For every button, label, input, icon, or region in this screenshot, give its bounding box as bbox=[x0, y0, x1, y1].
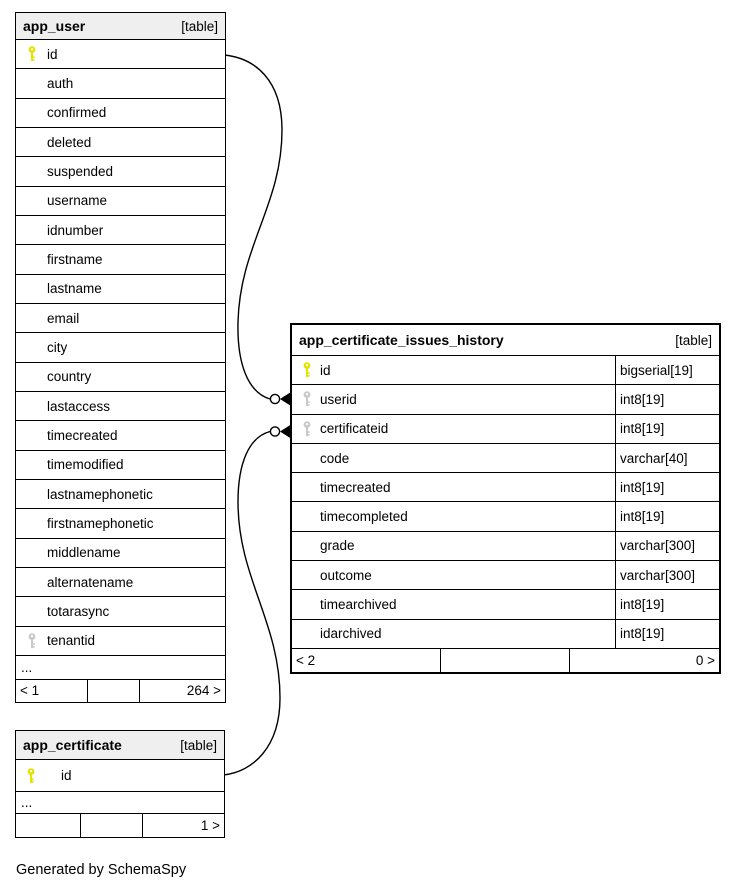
column-name: country bbox=[47, 369, 92, 385]
column-name: grade bbox=[320, 538, 355, 554]
table-footer bbox=[16, 680, 225, 702]
column-row-code bbox=[292, 444, 719, 473]
column-name: code bbox=[320, 450, 350, 466]
table-header-app_certificate_issues_history[interactable] bbox=[292, 325, 719, 356]
column-row-firstname bbox=[16, 245, 225, 274]
footer-children: 1 > bbox=[142, 814, 224, 837]
column-name: id bbox=[61, 768, 72, 783]
key-cell bbox=[292, 391, 320, 407]
schemaspy-credit: Generated by SchemaSpy bbox=[16, 862, 187, 878]
column-name: idarchived bbox=[320, 626, 382, 642]
column-name: deleted bbox=[47, 134, 92, 150]
column-row-idarchived bbox=[292, 620, 719, 649]
column-row-id bbox=[16, 760, 224, 792]
footer-middle bbox=[87, 680, 139, 702]
primary-key-icon bbox=[28, 46, 36, 62]
column-row-lastnamephonetic bbox=[16, 480, 225, 509]
column-name: email bbox=[47, 310, 80, 326]
foreign-key-icon bbox=[28, 633, 36, 649]
column-name: certificateid bbox=[320, 421, 389, 437]
column-name: id bbox=[320, 362, 331, 378]
foreign-key-icon bbox=[303, 391, 311, 407]
table-tag: [table] bbox=[180, 737, 217, 753]
column-row-grade bbox=[292, 532, 719, 561]
table-app_user bbox=[15, 12, 226, 703]
column-name: timecreated bbox=[320, 479, 391, 495]
column-row-lastname bbox=[16, 275, 225, 304]
column-type: int8[19] bbox=[615, 590, 719, 618]
table-footer bbox=[292, 649, 719, 672]
column-name: auth bbox=[47, 75, 74, 91]
column-row-firstnamephonetic bbox=[16, 509, 225, 538]
table-title[interactable]: app_certificate_issues_history bbox=[299, 332, 504, 348]
table-rows bbox=[292, 356, 719, 649]
table-title[interactable]: app_user bbox=[23, 18, 86, 34]
primary-key-icon bbox=[303, 362, 311, 378]
column-name: middlename bbox=[47, 545, 121, 561]
key-cell bbox=[292, 421, 320, 437]
column-row-userid bbox=[292, 385, 719, 414]
table-app_certificate_issues_history bbox=[290, 323, 721, 674]
column-type: int8[19] bbox=[615, 502, 719, 530]
table-title[interactable]: app_certificate bbox=[23, 737, 122, 753]
column-row-country bbox=[16, 363, 225, 392]
column-name: tenantid bbox=[47, 633, 96, 649]
relationship-curve-userid bbox=[224, 55, 282, 399]
key-cell bbox=[16, 633, 47, 649]
footer-parents: < 1 bbox=[20, 683, 40, 699]
column-type: int8[19] bbox=[615, 385, 719, 413]
key-cell bbox=[16, 46, 47, 62]
column-row-middlename bbox=[16, 539, 225, 568]
column-name: lastname bbox=[47, 281, 102, 297]
column-name: id bbox=[47, 46, 58, 62]
column-row-suspended bbox=[16, 157, 225, 186]
column-name: suspended bbox=[47, 163, 114, 179]
column-name: confirmed bbox=[47, 105, 107, 121]
zero-or-one-circle-userid bbox=[270, 394, 279, 403]
column-name: lastaccess bbox=[47, 398, 111, 414]
column-row-id bbox=[292, 356, 719, 385]
column-name: city bbox=[47, 339, 68, 355]
table-footer bbox=[16, 814, 224, 837]
column-row-timecompleted bbox=[292, 502, 719, 531]
column-row-timearchived bbox=[292, 590, 719, 619]
primary-key-icon bbox=[27, 768, 35, 784]
column-name: timemodified bbox=[47, 457, 124, 473]
column-name: timecreated bbox=[47, 427, 118, 443]
column-name: timearchived bbox=[320, 597, 397, 613]
column-type: varchar[300] bbox=[615, 532, 719, 560]
column-name: totarasync bbox=[47, 603, 110, 619]
table-tag: [table] bbox=[181, 18, 218, 34]
table-rows bbox=[16, 760, 224, 792]
column-row-timecreated bbox=[16, 421, 225, 450]
column-row-certificateid bbox=[292, 415, 719, 444]
footer-parents: < 2 bbox=[296, 652, 316, 668]
table-header-app_user[interactable] bbox=[16, 13, 225, 40]
footer-middle bbox=[440, 649, 569, 672]
column-name: lastnamephonetic bbox=[47, 486, 153, 502]
column-row-email bbox=[16, 304, 225, 333]
column-name: alternatename bbox=[47, 574, 134, 590]
ellipsis-row: ... bbox=[16, 792, 224, 814]
key-cell bbox=[16, 768, 61, 784]
ellipsis-row: ... bbox=[16, 656, 225, 680]
column-row-timecreated bbox=[292, 473, 719, 502]
column-row-auth bbox=[16, 69, 225, 98]
key-cell bbox=[292, 362, 320, 378]
column-name: firstname bbox=[47, 251, 103, 267]
column-row-outcome bbox=[292, 561, 719, 590]
zero-or-one-circle-certificateid bbox=[270, 427, 279, 436]
column-row-alternatename bbox=[16, 568, 225, 597]
column-name: idnumber bbox=[47, 222, 104, 238]
table-tag: [table] bbox=[675, 332, 712, 348]
column-type: varchar[300] bbox=[615, 561, 719, 589]
column-type: int8[19] bbox=[615, 415, 719, 443]
column-row-tenantid bbox=[16, 627, 225, 656]
column-row-lastaccess bbox=[16, 392, 225, 421]
column-row-idnumber bbox=[16, 216, 225, 245]
column-name: outcome bbox=[320, 567, 372, 583]
column-row-confirmed bbox=[16, 99, 225, 128]
column-row-totarasync bbox=[16, 597, 225, 626]
relationship-curve-certificateid bbox=[223, 432, 280, 776]
column-name: firstnamephonetic bbox=[47, 515, 154, 531]
column-row-city bbox=[16, 333, 225, 362]
arrowhead-certificateid bbox=[280, 425, 290, 438]
column-name: username bbox=[47, 193, 108, 209]
column-row-username bbox=[16, 187, 225, 216]
column-name: timecompleted bbox=[320, 509, 408, 525]
column-row-id bbox=[16, 40, 225, 69]
footer-children: 264 > bbox=[139, 680, 225, 702]
table-header-app_certificate[interactable] bbox=[16, 731, 224, 760]
column-row-deleted bbox=[16, 128, 225, 157]
table-app_certificate bbox=[15, 730, 225, 838]
footer-middle bbox=[80, 814, 142, 837]
column-type: varchar[40] bbox=[615, 444, 719, 472]
table-rows bbox=[16, 40, 225, 656]
column-name: userid bbox=[320, 391, 357, 407]
arrowhead-userid bbox=[280, 393, 290, 406]
footer-children: 0 > bbox=[569, 649, 719, 672]
column-type: int8[19] bbox=[615, 473, 719, 501]
column-type: int8[19] bbox=[615, 620, 719, 648]
column-row-timemodified bbox=[16, 451, 225, 480]
foreign-key-icon bbox=[303, 421, 311, 437]
footer-parents bbox=[16, 814, 80, 837]
column-type: bigserial[19] bbox=[615, 356, 719, 384]
